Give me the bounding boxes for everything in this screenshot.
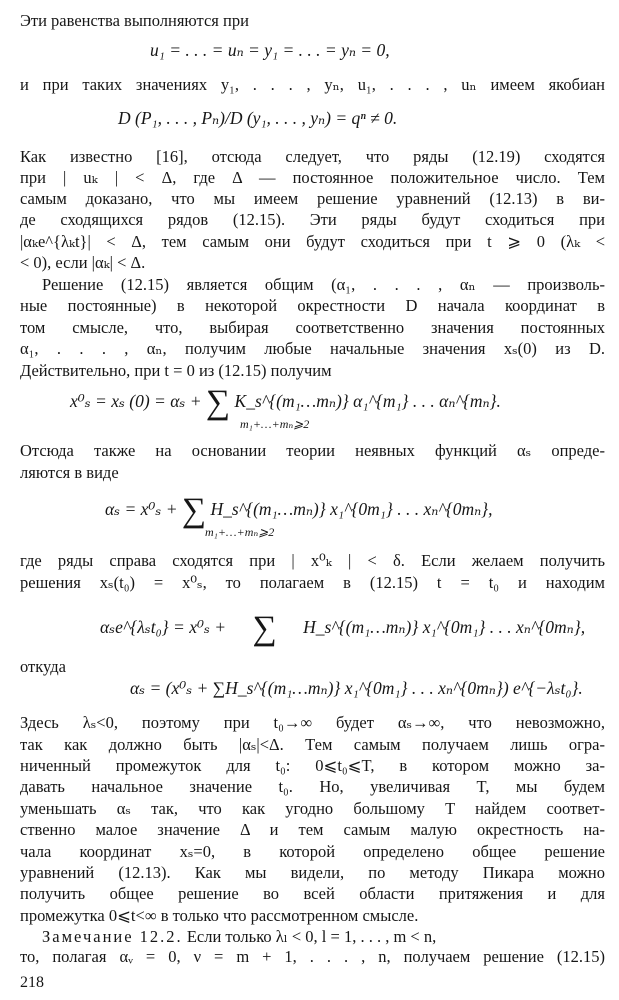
equation-lhs: αₛe^{λₛt₀} = x⁰ₛ + bbox=[100, 617, 227, 637]
remark-text: Если только λₗ < 0, l = 1, . . . , m < n, bbox=[186, 927, 437, 946]
text-line: откуда bbox=[20, 657, 66, 676]
text-line: < 0), если |αₖ| < Δ. bbox=[20, 253, 146, 272]
text-line: и при таких значениях y₁, . . . , yₙ, u₁, . . . , uₙ имеем якобиан bbox=[20, 75, 605, 94]
equation-rhs: H_s^{(m₁…mₙ)} x₁^{0m₁} . . . xₙ^{0mₙ}, bbox=[303, 617, 586, 637]
equation-alpha-at-t0 bbox=[100, 606, 586, 647]
text-line: решения xₛ(t₀) = x⁰ₛ, то полагаем в (12.15) t = t₀ и находим bbox=[20, 573, 605, 592]
text-line: при | uₖ | < Δ, где Δ — постоянное положительное число. Тем bbox=[20, 168, 605, 187]
text-line: чала координат xₛ=0, в которой определено общее решение bbox=[20, 842, 605, 861]
text-line: ниченный промежуток для t₀: 0⩽t₀⩽T, в котором можно за- bbox=[20, 756, 605, 775]
text-line: Здесь λₛ<0, поэтому при t₀→∞ будет αₛ→∞, что невозможно, bbox=[20, 713, 605, 732]
text-line: получить общее решение во всей области притяжения и для bbox=[20, 884, 605, 903]
summation-symbol: ∑ bbox=[181, 492, 207, 529]
equation-lhs: x⁰ₛ = xₛ (0) = αₛ + bbox=[70, 391, 202, 411]
text-line: том смысле, что, выбирая соответственно значения постоянных bbox=[20, 318, 605, 337]
text-line: Решение (12.15) является общим (α₁, . . . , αₙ — произволь- bbox=[42, 275, 605, 294]
text-line: ственно малое значение Δ и тем самым малую окрестность на- bbox=[20, 820, 605, 839]
summation-limit: m₁+…+mₙ⩾2 bbox=[240, 417, 310, 431]
text-line: де сходящихся рядов (12.15). Эти ряды будут сходиться при bbox=[20, 210, 605, 229]
equation-rhs: K_s^{(m₁…mₙ)} α₁^{m₁} . . . αₙ^{mₙ}. bbox=[234, 391, 501, 411]
equation-alpha-series bbox=[105, 488, 493, 529]
text-line: промежутка 0⩽t<∞ в только что рассмотренном смысле. bbox=[20, 906, 419, 925]
page-number: 218 bbox=[20, 974, 44, 991]
text-line: так как должно быть |αₛ|<Δ. Тем самым получаем лишь огра- bbox=[20, 735, 605, 754]
summation-symbol: ∑ bbox=[205, 384, 231, 421]
text-line: |αₖe^{λₖt}| < Δ, тем самым они будут сходиться при t ⩾ 0 (λₖ < bbox=[20, 232, 605, 251]
text-line: то, полагая αᵥ = 0, ν = m + 1, . . . , n, получаем решение (12.15) bbox=[20, 947, 605, 966]
text-line: ляются в виде bbox=[20, 463, 119, 482]
equation-rhs: H_s^{(m₁…mₙ)} x₁^{0m₁} . . . xₙ^{0mₙ}, bbox=[210, 499, 493, 519]
equation-lhs: αₛ = x⁰ₛ + bbox=[105, 499, 178, 519]
text-line: давать начальное значение t₀. Но, увеличивая T, мы будем bbox=[20, 777, 605, 796]
text-line: уменьшать αₛ так, что как угодно большому T найдем соответ- bbox=[20, 799, 605, 818]
text-line: α₁, . . . , αₙ, получим любые начальные значения xₛ(0) из D. bbox=[20, 339, 605, 358]
equation-initial-values bbox=[70, 380, 501, 421]
remark-line bbox=[42, 926, 605, 948]
summation-symbol: ∑ bbox=[252, 610, 277, 647]
text-line: ные постоянные) в некоторой окрестности D начала координат в bbox=[20, 296, 605, 315]
text-line: Отсюда также на основании теории неявных функций αₛ опреде- bbox=[20, 441, 605, 460]
equation-jacobian: D (P₁, . . . , Pₙ)/D (y₁, . . . , yₙ) = qⁿ ≠ 0. bbox=[118, 108, 398, 128]
remark-heading: Замечание 12.2. bbox=[42, 927, 183, 946]
summation-limit: m₁+…+mₙ⩾2 bbox=[205, 525, 275, 539]
text-line: уравнений (12.13). Как мы видели, по методу Пикара можно bbox=[20, 863, 605, 882]
equation-equalities: u₁ = . . . = uₙ = y₁ = . . . = yₙ = 0, bbox=[150, 40, 390, 60]
text-line: Эти равенства выполняются при bbox=[20, 11, 249, 30]
text-line: Как известно [16], отсюда следует, что ряды (12.19) сходятся bbox=[20, 147, 605, 166]
text-line: где ряды справа сходятся при | x⁰ₖ | < δ. Если желаем получить bbox=[20, 551, 605, 570]
equation-alpha-solved: αₛ = (x⁰ₛ + ∑H_s^{(m₁…mₙ)} x₁^{0m₁} . . . xₙ^{0mₙ}) e^{−λₛt₀}. bbox=[130, 678, 583, 698]
text-line: Действительно, при t = 0 из (12.15) получим bbox=[20, 361, 332, 380]
text-line: самым доказано, что мы имеем решение уравнений (12.13) в ви- bbox=[20, 189, 605, 208]
